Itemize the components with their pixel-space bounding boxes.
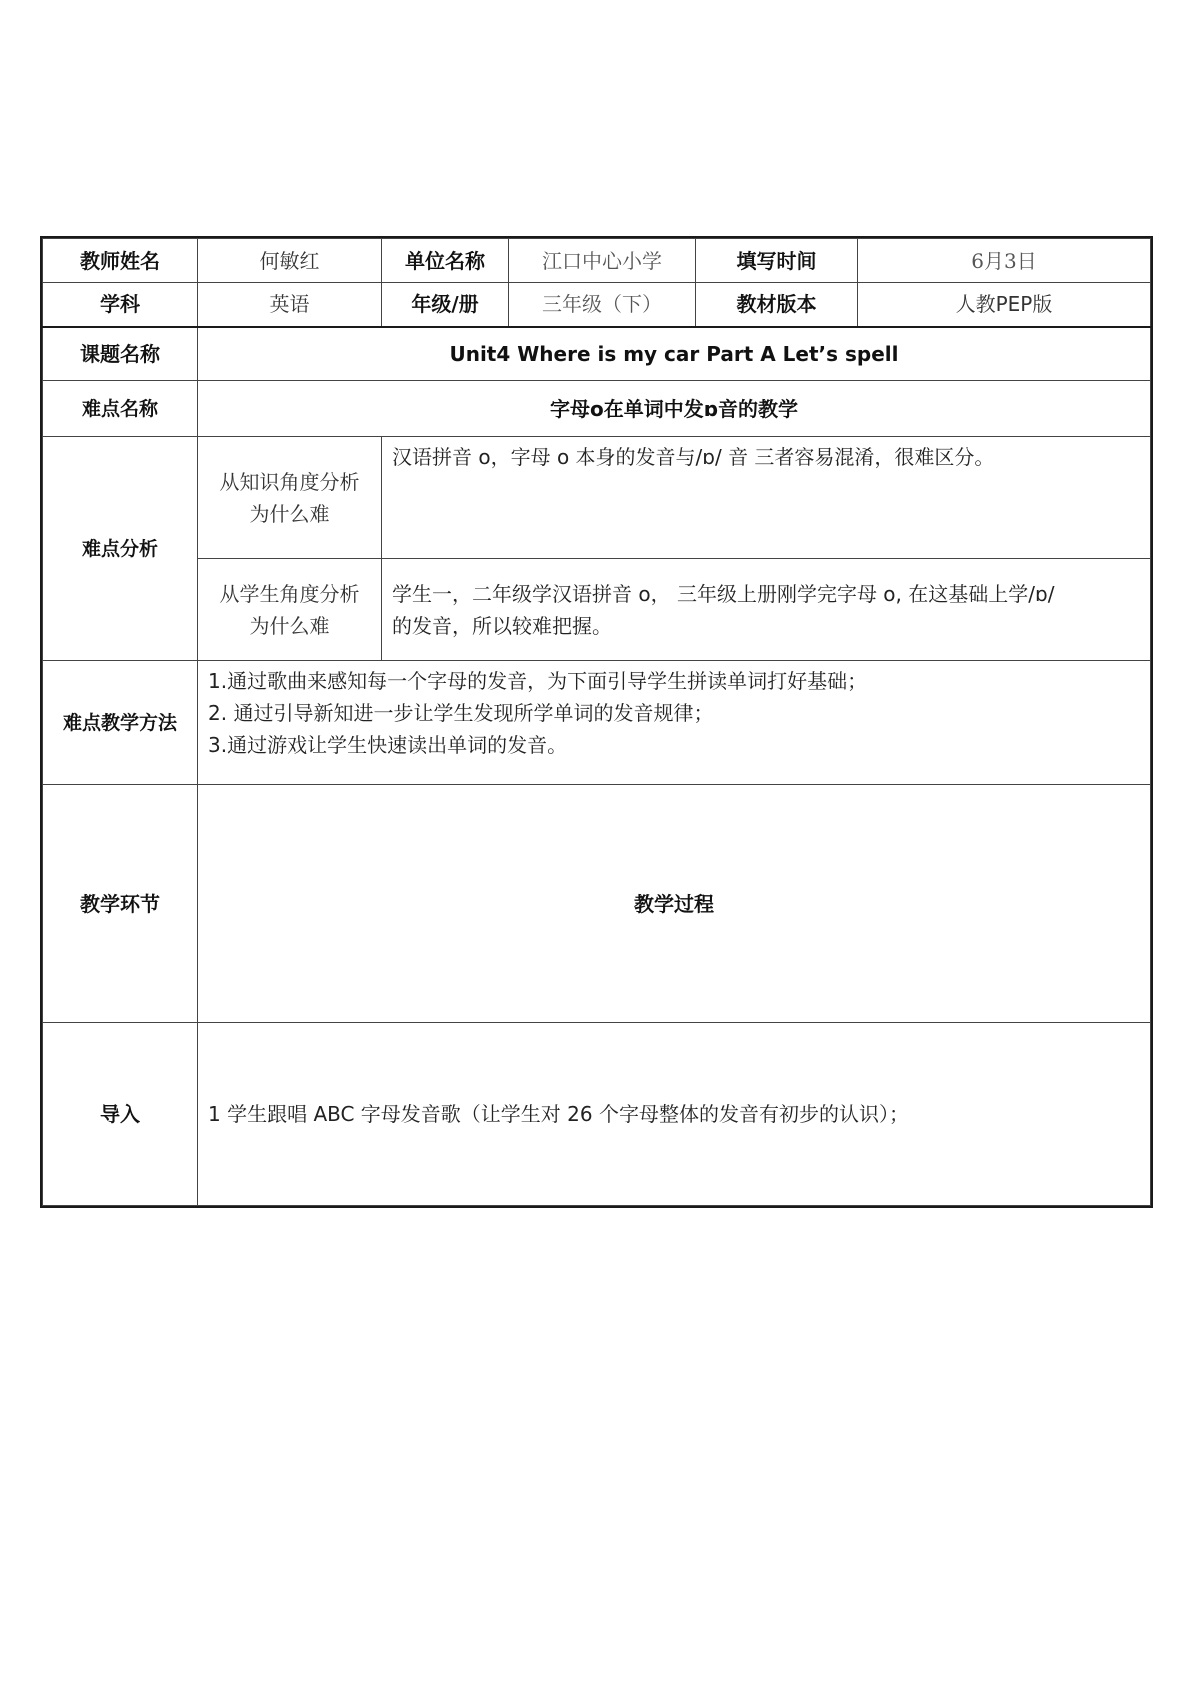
intro-row [43,1023,1151,1206]
knowledge-angle-line2: 为什么难 [249,501,330,526]
subject-value: 英语 [198,283,382,327]
unit-value: 江口中心小学 [509,239,696,283]
difficulty-value: 字母o在单词中发ɒ音的教学 [198,381,1151,437]
knowledge-angle-text: 汉语拼音 o，字母 o 本身的发音与/ɒ/ 音 三者容易混淆，很难区分。 [382,437,1151,559]
knowledge-angle-line1: 从知识角度分析 [219,469,360,494]
intro-text: 1 学生跟唱 ABC 字母发音歌（让学生对 26 个字母整体的发音有初步的认识）； [198,1023,1151,1206]
unit-label: 单位名称 [382,239,509,283]
difficulty-row [43,381,1151,437]
grade-value: 三年级（下） [509,283,696,327]
date-value: 6月3日 [858,239,1151,283]
analysis-student-row [43,559,1151,661]
lesson-plan-table [40,236,1153,1208]
knowledge-angle-label [198,437,382,559]
difficulty-label: 难点名称 [43,381,198,437]
date-label: 填写时间 [696,239,858,283]
lesson-title-value: Unit4 Where is my car Part A Let’s spell [198,327,1151,381]
lesson-title-row [43,327,1151,381]
method-item-3: 3.通过游戏让学生快速读出单词的发音。 [208,733,568,757]
method-label: 难点教学方法 [43,661,198,785]
method-row [43,661,1151,785]
student-angle-text-line1: 学生一，二年级学汉语拼音 o， 三年级上册刚学完字母 o, 在这基础上学/ɒ/ [392,581,1055,606]
student-angle-text [382,559,1151,661]
method-item-2: 2. 通过引导新知进一步让学生发现所学单词的发音规律； [208,701,714,725]
method-list [198,661,1151,785]
student-angle-text-line2: 的发音，所以较难把握。 [392,613,612,638]
student-angle-label [198,559,382,661]
analysis-label: 难点分析 [43,437,198,661]
method-item-1: 1.通过歌曲来感知每一个字母的发音，为下面引导学生拼读单词打好基础； [208,669,868,693]
info-row-2 [43,283,1151,327]
teaching-process-label: 教学过程 [198,785,1151,1023]
subject-label: 学科 [43,283,198,327]
intro-label: 导入 [43,1023,198,1206]
process-header-row [43,785,1151,1023]
edition-value: 人教PEP版 [858,283,1151,327]
analysis-knowledge-row [43,437,1151,559]
student-angle-line2: 为什么难 [249,613,330,638]
teaching-section-label: 教学环节 [43,785,198,1023]
teacher-label: 教师姓名 [43,239,198,283]
lesson-title-label: 课题名称 [43,327,198,381]
teacher-value: 何敏红 [198,239,382,283]
grade-label: 年级/册 [382,283,509,327]
student-angle-line1: 从学生角度分析 [219,581,360,606]
info-row-1 [43,239,1151,283]
edition-label: 教材版本 [696,283,858,327]
